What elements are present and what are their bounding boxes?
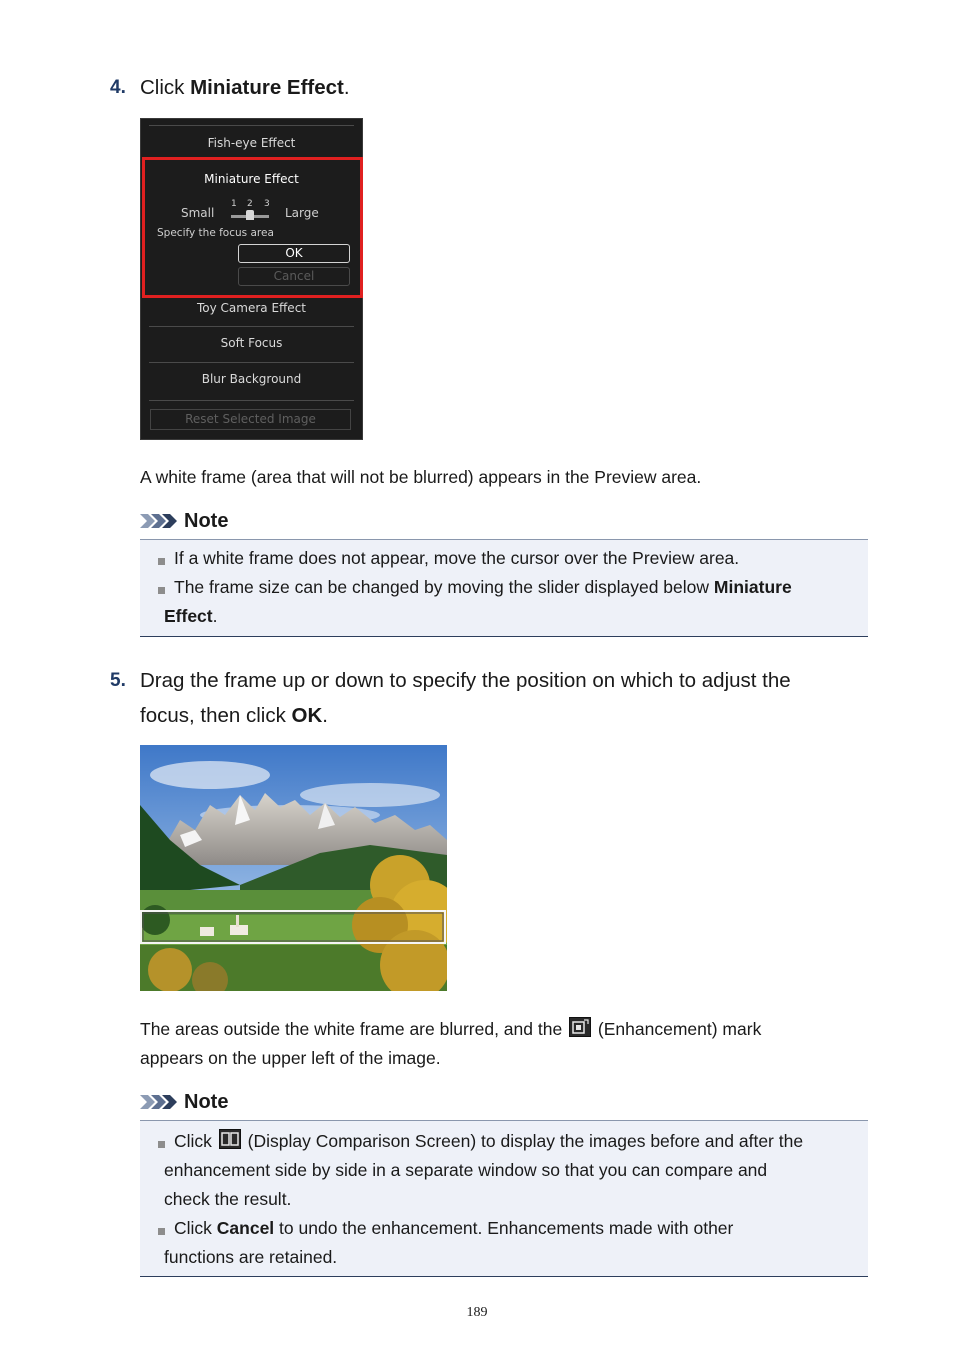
divider: [149, 400, 354, 401]
slider-thumb[interactable]: [246, 210, 254, 220]
bullet-icon: [158, 558, 165, 565]
divider: [149, 326, 354, 327]
bullet-icon: [158, 1228, 165, 1235]
note-arrows-icon: [140, 1093, 180, 1111]
note-text-part: The frame size can be changed by moving the slider displayed below: [174, 577, 714, 597]
step-text: [140, 70, 870, 105]
step-text-line: [140, 698, 870, 733]
step-text-prefix: Click: [140, 76, 191, 99]
step-text-prefix: focus, then click: [140, 704, 292, 727]
note-header: [140, 1090, 228, 1114]
bullet-icon: [158, 1141, 165, 1148]
step-number: 4.: [110, 77, 126, 98]
note-text-part: Click: [174, 1218, 217, 1238]
step-text-bold: Miniature Effect: [190, 76, 344, 99]
note-text-part: (Display Comparison Screen) to display the images before and after the: [242, 1131, 804, 1151]
page-number: 189: [466, 1305, 488, 1320]
note-box: [140, 539, 868, 637]
note-text-bold: Cancel: [216, 1218, 275, 1238]
note-item: [140, 544, 868, 573]
note-text-bold: Effect: [164, 606, 213, 626]
bullet-icon: [158, 587, 165, 594]
note-item-text: [164, 1218, 733, 1238]
note-item: [140, 573, 868, 631]
paragraph-blurred: [140, 1015, 868, 1073]
toy-camera-effect-button[interactable]: Toy Camera Effect: [197, 301, 306, 315]
note-item-text: [164, 577, 792, 597]
note-item: [140, 1214, 868, 1272]
note-item: [140, 1127, 868, 1214]
paragraph-white-frame: A white frame (area that will not be blurred) appears in the Preview area.: [140, 467, 702, 487]
cancel-button[interactable]: Cancel: [238, 267, 350, 286]
step-number: 5.: [110, 670, 126, 691]
note-text-part: to undo the enhancement. Enhancements made with other: [274, 1218, 734, 1238]
divider: [149, 125, 354, 126]
note-title: Note: [184, 1090, 229, 1113]
slider-small-label: Small: [181, 206, 215, 220]
note-item-continuation: check the result.: [164, 1189, 292, 1209]
slider-tick-3: 3: [264, 199, 270, 209]
note-item-continuation: [164, 602, 868, 631]
step-text-bold: OK: [291, 704, 323, 727]
slider-tick-1: 1: [231, 199, 237, 209]
display-comparison-screen-icon[interactable]: [219, 1129, 241, 1149]
enhancement-icon: [569, 1017, 591, 1037]
landscape-preview-image: [140, 745, 447, 991]
note-item-continuation: functions are retained.: [164, 1247, 338, 1267]
soft-focus-button[interactable]: Soft Focus: [220, 336, 283, 350]
reset-selected-image-button[interactable]: Reset Selected Image: [150, 409, 351, 430]
paragraph-line: [140, 1015, 868, 1044]
step-text: [140, 663, 870, 733]
effects-panel-screenshot: [140, 118, 363, 440]
landscape-illustration: [140, 745, 447, 991]
note-text-part: Click: [174, 1131, 217, 1151]
step-text-suffix: .: [322, 704, 328, 727]
divider: [149, 362, 354, 363]
paragraph-text-part: (Enhancement) mark: [593, 1019, 762, 1039]
note-title: Note: [184, 509, 229, 532]
blur-background-button[interactable]: Blur Background: [201, 372, 302, 386]
note-item-continuation: enhancement side by side in a separate window so that you can compare and: [164, 1160, 768, 1180]
note-text-bold: Miniature: [713, 577, 792, 597]
paragraph-line: appears on the upper left of the image.: [140, 1048, 441, 1068]
note-box: [140, 1120, 868, 1277]
note-item-text: If a white frame does not appear, move the cursor over the Preview area.: [174, 548, 740, 568]
ok-button[interactable]: OK: [238, 244, 350, 263]
slider-large-label: Large: [285, 206, 319, 220]
note-arrows-icon: [140, 512, 180, 530]
focus-area-label: Specify the focus area: [157, 227, 274, 239]
paragraph-text-part: The areas outside the white frame are blurred, and the: [140, 1019, 568, 1039]
miniature-effect-title: Miniature Effect: [204, 172, 299, 186]
slider-tick-2: 2: [247, 199, 253, 209]
note-header: [140, 509, 228, 533]
fisheye-effect-button[interactable]: Fish-eye Effect: [207, 136, 296, 150]
note-text-part: .: [212, 606, 218, 626]
step-text-suffix: .: [343, 76, 350, 99]
note-item-text: [164, 1131, 803, 1151]
step-text-line: Drag the frame up or down to specify the position on which to adjust the: [140, 669, 791, 692]
